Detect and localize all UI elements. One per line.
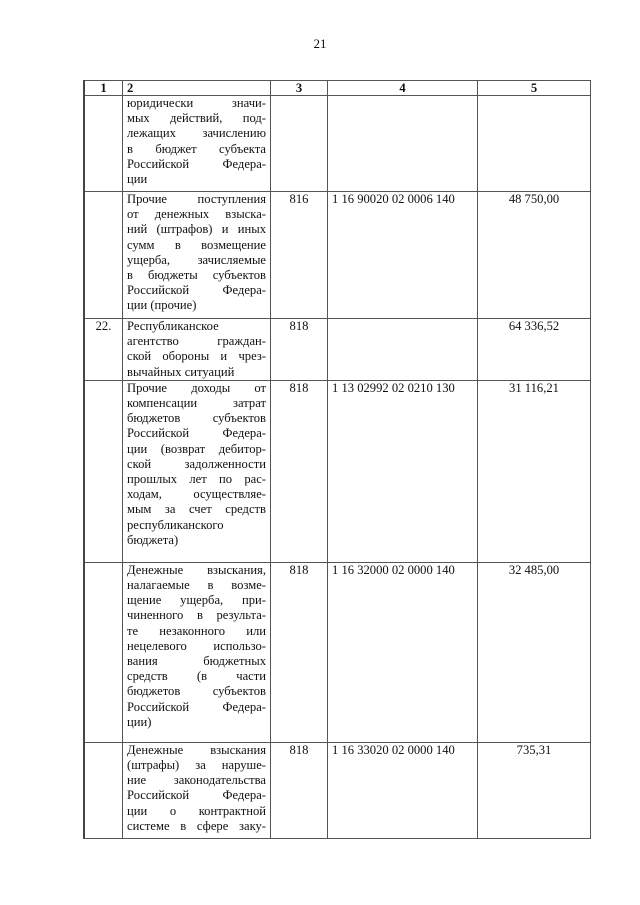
row-name-line: мым за счет средств — [127, 502, 266, 517]
row-admin-code: 818 — [271, 562, 328, 742]
page-number: 21 — [313, 36, 327, 51]
row-name-line: (штрафы) за наруше- — [127, 758, 266, 773]
row-name-line: мых действий, под- — [127, 111, 266, 126]
row-name-line: бюджета) — [127, 532, 179, 547]
row-name-line: ции (прочие) — [127, 298, 197, 313]
row-number: 22. — [84, 319, 123, 381]
row-name-line: Прочие поступления — [127, 192, 266, 206]
row-name-line: те незаконного или — [127, 623, 266, 638]
column-header-3: 3 — [271, 81, 328, 96]
row-name-line: республиканского — [127, 517, 224, 532]
row-name-line: налагаемые в возме- — [127, 578, 266, 593]
column-header-2: 2 — [123, 81, 271, 96]
column-header-5: 5 — [478, 81, 591, 96]
row-name-line: ской задолженности — [127, 456, 266, 471]
row-amount: 735,31 — [478, 742, 591, 838]
row-budget-code — [328, 96, 478, 192]
row-name-line: Российской Федера- — [127, 426, 266, 441]
table-row — [84, 319, 591, 381]
row-name-line: Прочие доходы от — [127, 380, 266, 395]
row-name-line: лежащих зачислению — [127, 126, 266, 141]
row-admin-code: 818 — [271, 742, 328, 838]
row-name-line: щение ущерба, при- — [127, 593, 266, 608]
row-name-line: Денежные взыскания — [127, 742, 266, 757]
row-budget-code: 1 16 33020 02 0000 140 — [328, 742, 478, 838]
row-number — [84, 562, 123, 742]
row-name — [123, 319, 271, 381]
table-row — [84, 742, 591, 838]
row-name-line: ции о контрактной — [127, 803, 266, 818]
row-name-line: средств (в части — [127, 669, 266, 684]
row-name-line: агентство граждан- — [127, 334, 266, 349]
row-name-line: прошлых лет по рас- — [127, 472, 266, 487]
row-name-line: Российской Федера- — [127, 283, 266, 298]
row-name-line: нецелевого использо- — [127, 638, 266, 653]
row-name-line: от денежных взыска- — [127, 207, 266, 222]
row-name-line: ской обороны и чрез- — [127, 349, 266, 364]
row-name — [123, 380, 271, 562]
row-name-line: чиненного в результа- — [127, 608, 266, 623]
revenue-table — [83, 80, 591, 839]
row-name-line: вания бюджетных — [127, 654, 266, 669]
row-amount: 31 116,21 — [478, 380, 591, 562]
row-name — [123, 192, 271, 319]
row-name-line: бюджетов субъектов — [127, 411, 266, 426]
table-row — [84, 380, 591, 562]
row-name-line: ции (возврат дебитор- — [127, 441, 266, 456]
row-number — [84, 380, 123, 562]
row-admin-code — [271, 96, 328, 192]
row-name-line: Российской Федера- — [127, 156, 266, 171]
row-name-line: компенсации затрат — [127, 396, 266, 411]
row-name-line: системе в сфере заку- — [127, 818, 266, 833]
row-budget-code: 1 13 02992 02 0210 130 — [328, 380, 478, 562]
column-header-1: 1 — [84, 81, 123, 96]
row-admin-code: 816 — [271, 192, 328, 319]
row-amount: 64 336,52 — [478, 319, 591, 381]
row-budget-code — [328, 319, 478, 381]
row-name-line: Российской Федера- — [127, 788, 266, 803]
row-name-line: ние законодательства — [127, 773, 266, 788]
row-name-line: ущерба, зачисляемые — [127, 252, 266, 267]
row-amount: 32 485,00 — [478, 562, 591, 742]
row-name-line: Республиканское — [127, 319, 219, 333]
table-row — [84, 562, 591, 742]
table-row — [84, 192, 591, 319]
row-name-line: ходам, осуществляе- — [127, 487, 266, 502]
table-row — [84, 96, 591, 192]
row-budget-code: 1 16 90020 02 0006 140 — [328, 192, 478, 319]
row-name-line: в бюджеты субъектов — [127, 268, 266, 283]
row-amount — [478, 96, 591, 192]
row-name-line: сумм в возмещение — [127, 237, 266, 252]
row-name-line: ний (штрафов) и иных — [127, 222, 266, 237]
row-name-line: ции — [127, 172, 148, 187]
row-admin-code: 818 — [271, 319, 328, 381]
table-header-row — [84, 81, 591, 96]
row-name-line: ции) — [127, 714, 152, 729]
row-name-line: Денежные взыскания, — [127, 562, 266, 577]
row-number — [84, 742, 123, 838]
row-name-line: вычайных ситуаций — [127, 364, 235, 379]
row-name-line: Российской Федера- — [127, 699, 266, 714]
row-number — [84, 96, 123, 192]
column-header-4: 4 — [328, 81, 478, 96]
row-name-line: бюджетов субъектов — [127, 684, 266, 699]
row-budget-code: 1 16 32000 02 0000 140 — [328, 562, 478, 742]
row-number — [84, 192, 123, 319]
row-name — [123, 96, 271, 192]
row-name-line: юридически значи- — [127, 96, 266, 110]
row-name-line: в бюджет субъекта — [127, 141, 266, 156]
row-admin-code: 818 — [271, 380, 328, 562]
row-name — [123, 742, 271, 838]
row-amount: 48 750,00 — [478, 192, 591, 319]
row-name — [123, 562, 271, 742]
